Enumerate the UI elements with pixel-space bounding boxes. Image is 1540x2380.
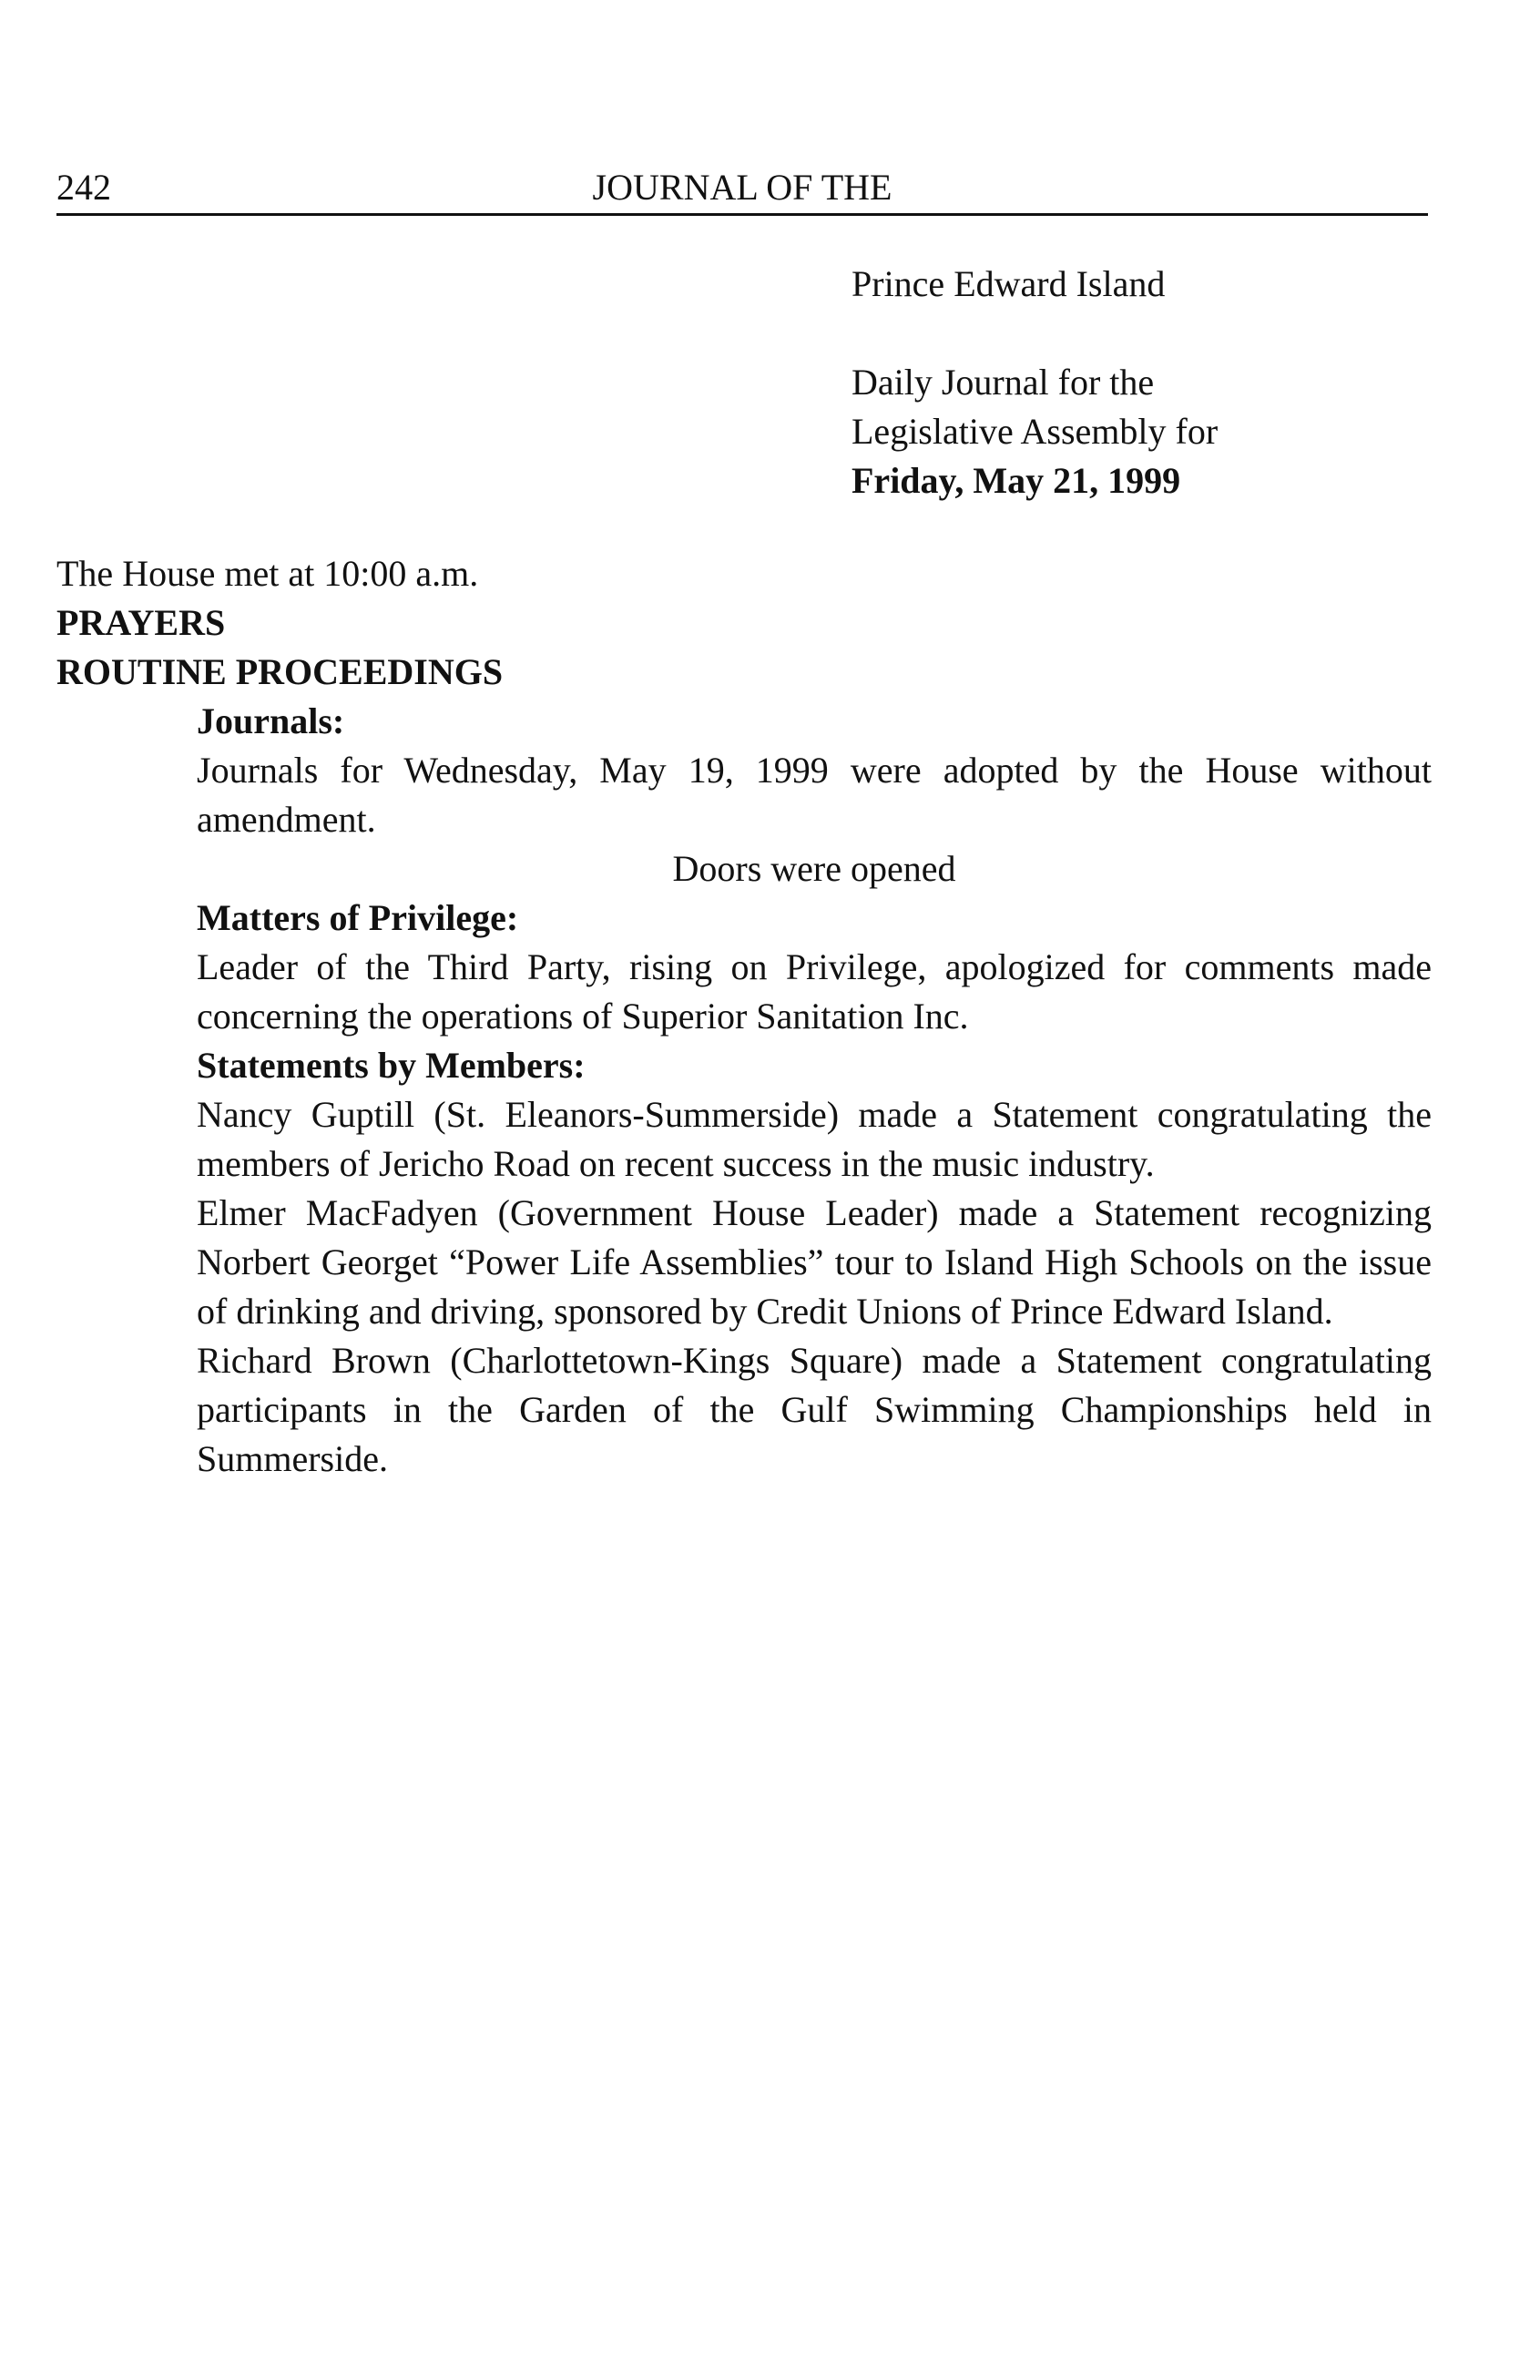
proceedings-sections <box>197 697 1432 1484</box>
privilege-text: Leader of the Third Party, rising on Privilege, apologized for comments made concerning the operations of Superior Sanitation Inc. <box>197 946 1432 1037</box>
journals-text: Journals for Wednesday, May 19, 1999 were adopted by the House without amendment. <box>197 750 1432 840</box>
province-name: Prince Edward Island <box>852 263 1166 304</box>
journal-body <box>56 549 1432 1484</box>
title-line-1: Daily Journal for the <box>852 362 1155 403</box>
statement-item: Nancy Guptill (St. Eleanors-Summerside) made a Statement congratulating the members of Jericho Road on recent success in the music industry. <box>197 1094 1432 1184</box>
page-number: 242 <box>56 167 111 208</box>
privilege-heading: Matters of Privilege: <box>197 897 519 938</box>
title-block <box>852 260 1443 506</box>
routine-proceedings-heading: ROUTINE PROCEEDINGS <box>56 651 504 692</box>
statement-item: Elmer MacFadyen (Government House Leader) made a Statement recognizing Norbert Georget “Power Life Assemblies” tour to Island High Schools on the issue of drinking and driving, sponsored by Credit Unions of Prince Edward Island. <box>197 1192 1432 1332</box>
title-line-2: Legislative Assembly for <box>852 411 1219 452</box>
journals-heading: Journals: <box>197 700 345 741</box>
statement-item: Richard Brown (Charlottetown-Kings Square) made a Statement congratulating participants in the Garden of the Gulf Swimming Championships held in Summerside. <box>197 1340 1432 1479</box>
sitting-date: Friday, May 21, 1999 <box>852 460 1181 501</box>
doors-opened-note: Doors were opened <box>672 848 956 889</box>
meeting-time: The House met at 10:00 a.m. <box>56 553 479 594</box>
journal-title: JOURNAL OF THE <box>592 167 892 208</box>
running-head <box>56 162 1428 216</box>
statements-heading: Statements by Members: <box>197 1045 586 1086</box>
prayers-heading: PRAYERS <box>56 602 226 643</box>
